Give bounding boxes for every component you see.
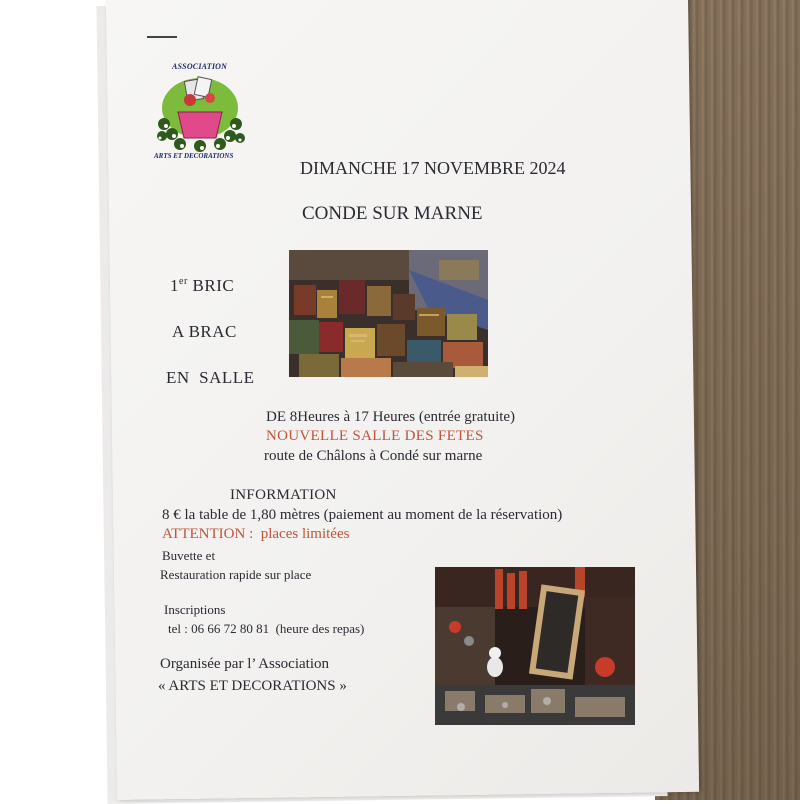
flower-pot-logo-icon [150,74,250,152]
title-superscript: er [179,276,188,287]
association-logo [148,60,260,165]
organiser-line-2: « ARTS ET DECORATIONS » [158,678,347,694]
title-line-2: A BRAC [172,322,237,341]
phone-number: tel : 06 66 72 80 81 (heure des repas) [168,621,365,636]
brocante-photo-books [289,250,488,377]
title-line-1 [170,276,234,296]
logo-text-bottom: ARTS ET DECORATIONS [154,152,234,160]
venue-route: route de Châlons à Condé sur marne [264,448,483,464]
books-image [289,250,488,377]
background-left [0,0,100,800]
logo-text-top: ASSOCIATION [172,62,228,71]
information-heading: INFORMATION [230,487,337,503]
title-bric: BRIC [187,276,235,295]
inscriptions-heading: Inscriptions [164,602,226,617]
event-date: DIMANCHE 17 NOVEMBRE 2024 [300,158,566,178]
title-number: 1 [170,276,179,295]
event-location: CONDE SUR MARNE [302,203,483,224]
opening-hours: DE 8Heures à 17 Heures (entrée gratuite) [266,409,516,425]
title-line-3: EN SALLE [166,368,255,387]
table-price: 8 € la table de 1,80 mètres (paiement au moment de la réservation) [162,507,563,523]
brocante-photo-stand [435,567,635,725]
stand-image [435,567,635,725]
venue-name: NOUVELLE SALLE DES FETES [266,428,484,444]
restauration-text: Restauration rapide sur place [160,567,312,582]
organiser-line-1: Organisée par l’ Association [160,656,329,672]
buvette-text: Buvette et [162,548,216,563]
pen-mark [147,36,177,38]
attention-notice: ATTENTION : places limitées [162,526,350,542]
